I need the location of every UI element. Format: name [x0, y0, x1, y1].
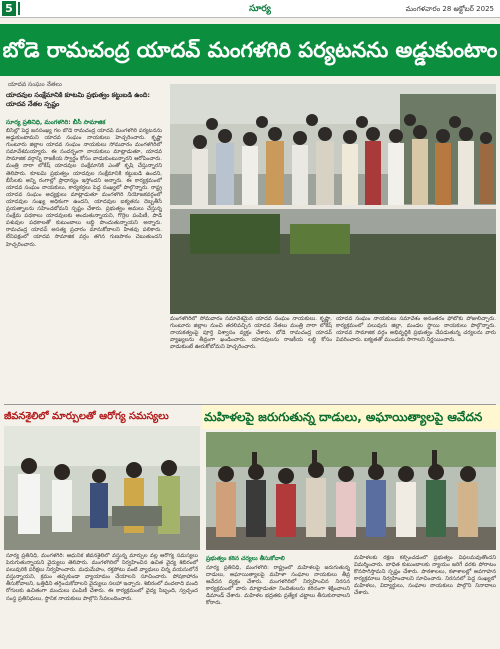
photo-caption-left: మంగళగిరిలో సోమవారం సమావేశమైన యాదవ సంఘం నాయకులు. కృష్ణా, గుంటూరు జిల్లాల నుంచి తరలివచ్చిన యాదవ నేతలు మంత్రి నారా లోకేష్ నాయకత్వంపై పూర్తి విశ్వాసం వ్యక్తం చేశారు. బోడె రామచంద్ర యాదవ్ వ్యాఖ్యలను తీవ్రంగా ఖండించారు. యాదవులను రాజకీయ లబ్ధి కోసం వాడుకుంటే ఊరుకోబోమని హెచ్చరించారు.	[170, 316, 332, 351]
health-story-body: సూర్య ప్రతినిధి, మంగళగిరి: ఆధునిక జీవనశైలిలో వస్తున్న మార్పుల వల్ల ఆరోగ్య సమస్యలు పెరుగుతున్నాయని వైద్యులు తెలిపారు. మంగళగిరిలో నిర్వహించిన ఉచిత వైద్య శిబిరంలో పలువురికి పరీక్షలు నిర్వహించారు. మధుమేహం, రక్తపోటు వంటి వ్యాధులు చిన్న వయసులోనే వస్తున్నాయని, క్రమం తప్పకుండా వ్యాయామం చేయాలని సూచించారు. పోషకాహారం తీసుకోవాలని, ఒత్తిడిని తగ్గించుకోవాలని వైద్యులు సలహా ఇచ్చారు. శిబిరంలో వందలాది మంది రోగులకు ఉచితంగా మందులు పంపిణీ చేశారు. ఈ కార్యక్రమంలో వైద్య సిబ్బంది, స్వచ్ఛంద సంస్థ ప్రతినిధులు, స్థానిక నాయకులు పాల్గొని సేవలందించారు.	[6, 553, 198, 602]
lead-dateline: సూర్య ప్రతినిధి, మంగళగిరి: బీసీ సామాజిక	[6, 119, 106, 126]
protest-photo	[206, 432, 496, 550]
protest-image	[206, 432, 496, 550]
protest-story-body-col2: మహిళలకు రక్షణ కల్పించడంలో ప్రభుత్వం విఫలమవుతోందని విమర్శించారు. బాధిత కుటుంబాలకు న్యాయం జరిగే వరకు పోరాటం కొనసాగిస్తామని స్పష్టం చేశారు. పాఠశాలలు, కళాశాలల్లో అవగాహన కార్యక్రమాలు నిర్వహించాలని సూచించారు. నిరసనలో పెద్ద సంఖ్యలో మహిళలు, విద్యార్థులు, సంఘాల నాయకులు పాల్గొని నినాదాలు చేశారు.	[354, 555, 496, 597]
newspaper-name: సూర్య	[249, 4, 271, 14]
issue-date: మంగళవారం 28 అక్టోబర్ 2025	[405, 5, 494, 13]
group-photo	[170, 84, 496, 314]
protest-story-headline: మహిళలపై జరుగుతున్న దాడులు, అఘాయిత్యాలపై ఆవేదన	[204, 410, 483, 424]
header-divider	[18, 2, 20, 15]
page-number: 5	[2, 1, 16, 16]
lead-body-text: బీసీల్లో పెద్ద జనసంఖ్య గల బోడె రామచంద్ర యాదవ్ మంగళగిరి పర్యటనను అడ్డుకుంటామని యాదవ సంఘం నాయకులు హెచ్చరించారు. కృష్ణా గుంటూరు జిల్లాల యాదవ సంఘం నాయకులు సోమవారం మంగళగిరిలో సమావేశమయ్యారు. ఈ సందర్భంగా నాయకులు మాట్లాడుతూ, యాదవ సామాజిక వర్గాన్ని రాజకీయ స్వార్థం కోసం వాడుకుంటున్నారని ఆరోపించారు. మంత్రి నారా లోకేష్ యాదవుల సంక్షేమానికి ఎంతో కృషి చేస్తున్నారని తెలిపారు. కూటమి ప్రభుత్వం యాదవుల సంక్షేమానికి కట్టుబడి ఉందని, బీసీలకు అన్ని రంగాల్లో ప్రాధాన్యం ఇస్తోందని అన్నారు. ఈ కార్యక్రమంలో యాదవ సంఘం నాయకులు, కార్యకర్తలు పెద్ద సంఖ్యలో పాల్గొన్నారు. రాష్ట్ర యాదవ సంఘం అధ్యక్షులు మాట్లాడుతూ మంగళగిరి నియోజకవర్గంలో యాదవుల సంఖ్య అధికంగా ఉందని, యాదవుల ఐక్యతను దెబ్బతీసే ప్రయత్నాలను సహించబోమని స్పష్టం చేశారు. ప్రభుత్వం అమలు చేస్తున్న సంక్షేమ పథకాలు యాదవులకు అందుతున్నాయని, గొర్రెల పంపిణీ, పాడి పశువుల పథకాలతో కుటుంబాలు లబ్ధి పొందుతున్నాయని అన్నారు. రామచంద్ర యాదవ్ అసత్య ప్రచారం మానుకోవాలని హితవు పలికారు. లేనిపక్షంలో యాదవ సామాజిక వర్గం తగిన గుణపాఠం చెబుతుందని హెచ్చరించారు.	[6, 128, 162, 248]
group-photo-image	[170, 84, 496, 314]
lead-kicker: యాదవ సంఘం నేతలు	[8, 81, 62, 88]
lead-subhead: యాదవుల సంక్షేమానికి కూటమి ప్రభుత్వం కట్టుబడి ఉంది: యాదవ నేతల స్పష్టం	[6, 91, 150, 108]
main-headline: బోడె రామచంద్ర యాదవ్ మంగళగిరి పర్యటనను అడ్డుకుంటాం	[2, 38, 498, 62]
health-story-headline: జీవనశైలిలో మార్పులతో ఆరోగ్య సమస్యలు	[4, 411, 169, 422]
protest-story-body-col1: సూర్య ప్రతినిధి, మంగళగిరి: రాష్ట్రంలో మహిళలపై జరుగుతున్న దాడులు, అఘాయిత్యాలపై మహిళా సంఘాల నాయకులు తీవ్ర ఆవేదన వ్యక్తం చేశారు. మంగళగిరిలో నిర్వహించిన నిరసన కార్యక్రమంలో వారు మాట్లాడుతూ నిందితులను కఠినంగా శిక్షించాలని డిమాండ్ చేశారు. మహిళల భద్రతకు ప్రత్యేక చట్టాలు తీసుకురావాలని కోరారు.	[206, 565, 350, 607]
medical-camp-photo	[4, 426, 200, 550]
medical-camp-image	[4, 426, 200, 550]
protest-subhead: ప్రభుత్వం కఠిన చర్యలు తీసుకోవాలి	[206, 556, 285, 562]
photo-caption-right: యాదవ సంఘం నాయకులు సమావేశం అనంతరం ఫోటోకు పోజులిచ్చారు. కార్యక్రమంలో పలువురు జిల్లా, మండల స్థాయి నాయకులు పాల్గొన్నారు. యాదవ సామాజిక వర్గం అభివృద్ధికి ప్రభుత్వం చేపడుతున్న చర్యలను వారు వివరించారు. ఐక్యతతో ముందుకు సాగాలని నిర్ణయించారు.	[336, 316, 496, 344]
